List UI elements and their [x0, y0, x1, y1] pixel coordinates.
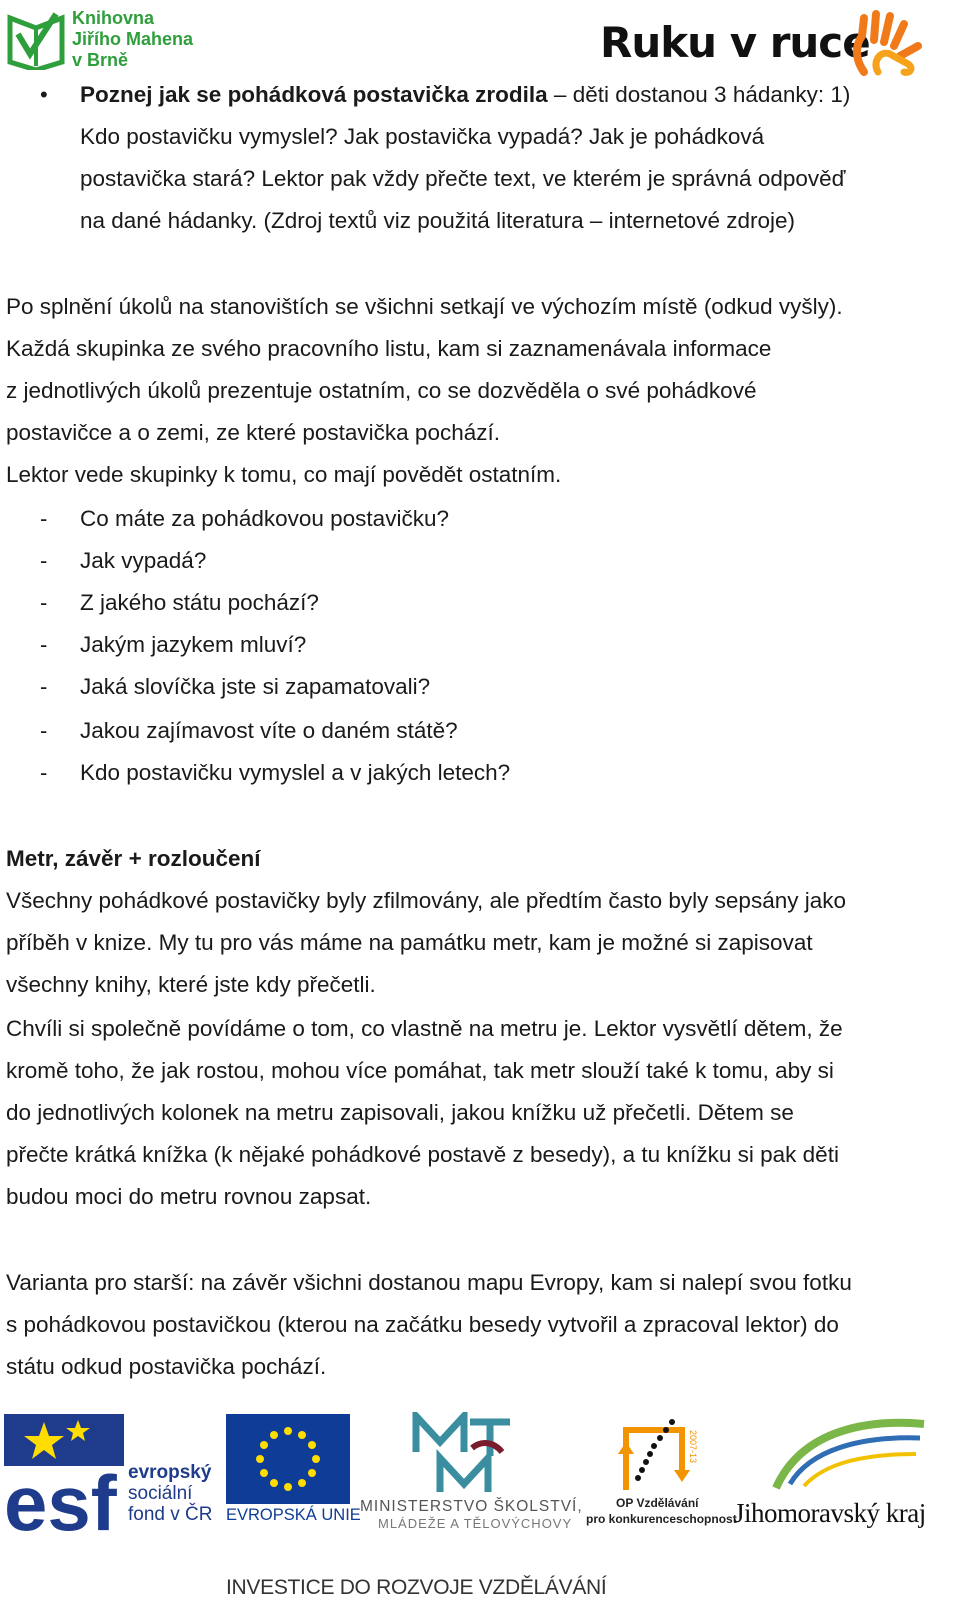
bullet-line: postavička stará? Lektor pak vždy přečte text, ve kterém je správná odpověď	[80, 166, 846, 191]
dash-marker: -	[40, 506, 48, 531]
dash-marker: -	[40, 674, 48, 699]
dash-marker: -	[40, 718, 48, 743]
op-line: OP Vzdělávání	[616, 1496, 699, 1510]
paragraph-line: kromě toho, že jak rostou, mohou více pomáhat, tak metr slouží také k tomu, aby si	[6, 1058, 834, 1083]
paragraph-line: Varianta pro starší: na závěr všichni dostanou mapu Evropy, kam si nalepí svou fotku	[6, 1270, 852, 1295]
op-mark-icon	[612, 1412, 696, 1496]
paragraph-line: Všechny pohádkové postavičky byly zfilmovány, ale předtím často byly sepsány jako	[6, 888, 846, 913]
dash-marker: -	[40, 760, 48, 785]
paragraph-line: s pohádkovou postavičkou (kterou na začátku besedy vytvořil a zpracoval lektor) do	[6, 1312, 839, 1337]
question-item: Z jakého státu pochází?	[80, 590, 319, 615]
paragraph-line: přečte krátká knížka (k nějaké pohádkové postavě z besedy), a tu knížku si pak děti	[6, 1142, 839, 1167]
bullet-bold-text: Poznej jak se pohádková postavička zrodila	[80, 82, 548, 107]
msmt-line: MINISTERSTVO ŠKOLSTVÍ,	[360, 1498, 583, 1515]
footer-caption: INVESTICE DO ROZVOJE VZDĚLÁVÁNÍ	[226, 1576, 607, 1599]
question-item: Jak vypadá?	[80, 548, 207, 573]
section-heading: Metr, závěr + rozloučení	[6, 846, 261, 871]
paragraph-line: všechny knihy, které jste kdy přečetli.	[6, 972, 376, 997]
paragraph-line: postavičce a o zemi, ze které postavička pochází.	[6, 420, 500, 445]
esf-logo-line: fond v ČR	[128, 1504, 213, 1525]
bullet-text: – děti dostanou 3 hádanky: 1)	[547, 82, 851, 107]
msmt-line: MLÁDEŽE A TĚLOVÝCHOVY	[378, 1516, 573, 1531]
dash-marker: -	[40, 632, 48, 657]
ruku-v-ruce-logo	[600, 10, 940, 76]
ruku-logo-text: Ruku v ruce	[600, 18, 870, 67]
question-item: Co máte za pohádkovou postavičku?	[80, 506, 449, 531]
op-vzdelavani-logo	[586, 1412, 737, 1538]
op-line: pro konkurenceschopnost	[586, 1512, 737, 1526]
bullet-line	[80, 80, 850, 110]
eu-label: EVROPSKÁ UNIE	[226, 1506, 361, 1524]
eu-flag-icon	[226, 1414, 350, 1504]
question-item: Jakým jazykem mluví?	[80, 632, 307, 657]
library-logo-line: Jiřího Mahena	[72, 29, 194, 49]
library-logo-line: Knihovna	[72, 8, 155, 28]
msmt-logo	[360, 1412, 583, 1538]
book-icon	[6, 4, 68, 70]
bullet-marker: •	[40, 82, 48, 107]
bullet-line: Kdo postavičku vymyslel? Jak postavička vypadá? Jak je pohádková	[80, 124, 765, 149]
eu-logo	[226, 1414, 361, 1534]
question-item: Kdo postavičku vymyslel a v jakých letech?	[80, 760, 511, 785]
question-item: Jakou zajímavost víte o daném státě?	[80, 718, 458, 743]
library-logo	[6, 4, 226, 72]
bullet-line: na dané hádanky. (Zdroj textů viz použitá literatura – internetové zdroje)	[80, 208, 795, 233]
kraj-swoosh-icon	[770, 1414, 930, 1494]
paragraph-line: do jednotlivých kolonek na metru zapisovali, jakou knížku už přečetli. Dětem se	[6, 1100, 794, 1125]
paragraph-line: státu odkud postavička pochází.	[6, 1354, 327, 1379]
esf-mark-icon	[4, 1414, 124, 1534]
esf-logo-line: sociální	[128, 1483, 193, 1504]
paragraph-line: příběh v knize. My tu pro vás máme na památku metr, kam je možné si zapisovat	[6, 930, 813, 955]
paragraph-line: Po splnění úkolů na stanovištích se všichni setkají ve výchozím místě (odkud vyšly).	[6, 294, 843, 319]
msmt-mark-icon	[410, 1412, 520, 1496]
question-item: Jaká slovíčka jste si zapamatovali?	[80, 674, 431, 699]
paragraph-line: Chvíli si společně povídáme o tom, co vlastně na metru je. Lektor vysvětlí dětem, že	[6, 1016, 843, 1041]
paragraph-line: Lektor vede skupinky k tomu, co mají povědět ostatním.	[6, 462, 562, 487]
esf-logo-line: evropský	[128, 1462, 212, 1483]
hands-icon	[850, 10, 926, 76]
kraj-label: Jihomoravský kraj	[734, 1498, 926, 1528]
library-logo-line: v Brně	[72, 50, 129, 70]
jihomoravsky-kraj-logo	[730, 1414, 940, 1538]
dash-marker: -	[40, 590, 48, 615]
svg-text:esf: esf	[4, 1459, 117, 1534]
dash-marker: -	[40, 548, 48, 573]
esf-logo	[4, 1414, 219, 1534]
paragraph-line: Každá skupinka ze svého pracovního listu, kam si zaznamenávala informace	[6, 336, 772, 361]
op-years: 2007-13	[688, 1430, 698, 1464]
paragraph-line: z jednotlivých úkolů prezentuje ostatním, co se dozvěděla o své pohádkové	[6, 378, 757, 403]
paragraph-line: budou moci do metru rovnou zapsat.	[6, 1184, 372, 1209]
